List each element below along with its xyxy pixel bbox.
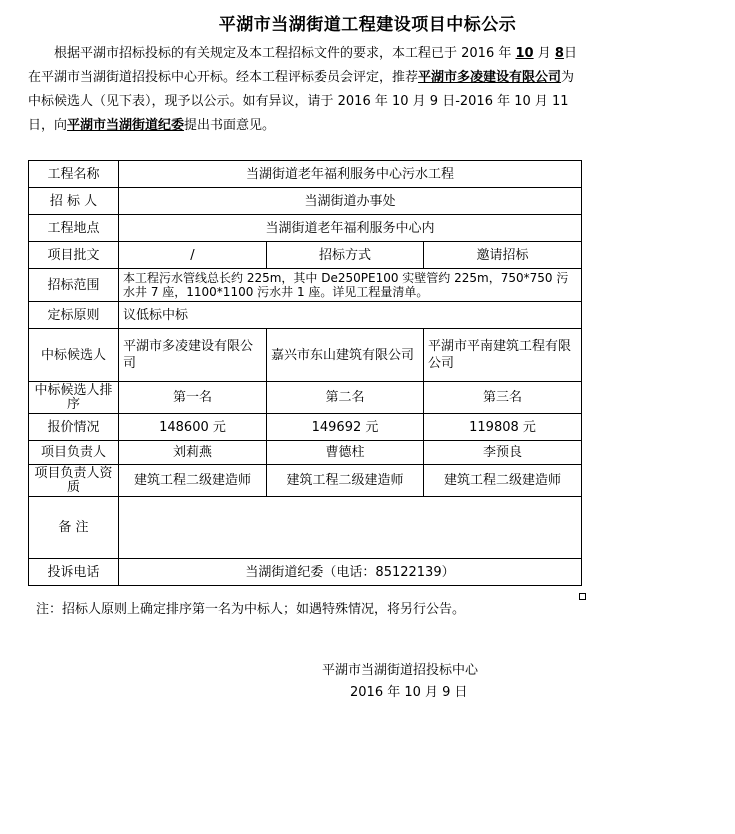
complaint-value: 当湖街道纪委（电话：85122139） — [119, 559, 582, 586]
table-row — [29, 269, 582, 302]
footnote: 注：招标人原则上确定排序第一名为中标人；如遇特殊情况，将另行公告。 — [36, 602, 466, 617]
principle-value: 议低标中标 — [119, 302, 582, 329]
intro-text-1: 根据平湖市招标投标的有关规定及本工程招标文件的要求，本工程已于 2016 年 — [54, 46, 512, 61]
method-label: 招标方式 — [267, 242, 424, 269]
candidate-1-name: 平湖市多凌建设有限公司 — [119, 329, 267, 382]
intro-day: 8 — [554, 46, 564, 61]
intro-month: 10 — [515, 46, 534, 61]
candidate-2-price: 149692 元 — [267, 414, 424, 441]
intro-text-3: 日在平湖市当湖街道招投标中心开标。经本工程评标委员会评定，推荐 — [28, 46, 577, 85]
approval-label: 项目批文 — [29, 242, 119, 269]
candidates-label: 中标候选人 — [29, 329, 119, 382]
intro-text-5: 提出书面意见。 — [184, 118, 276, 133]
table-row — [29, 465, 582, 497]
table-row — [29, 215, 582, 242]
scope-value: 本工程污水管线总长约 225m，其中 De250PE100 实壁管约 225m，750*750 污水井 7 座，1100*1100 污水井 1 座。详见工程量清单。 — [119, 269, 582, 302]
signature-org: 平湖市当湖街道招投标中心 — [322, 663, 479, 678]
project-name-value: 当湖街道老年福利服务中心污水工程 — [119, 161, 582, 188]
candidate-1-manager: 刘莉燕 — [119, 441, 267, 465]
intro-org: 平湖市当湖街道纪委 — [67, 118, 185, 133]
approval-value: / — [119, 242, 267, 269]
table-row — [29, 559, 582, 586]
table-row — [29, 242, 582, 269]
project-name-label: 工程名称 — [29, 161, 119, 188]
signature-block — [322, 660, 478, 704]
intro-text-4: 为中标候选人（见下表），现予以公示。如有异议，请于 2016 年 10 月 9 日-2016 年 10 月 11 日，向 — [28, 70, 575, 133]
candidate-2-name: 嘉兴市东山建筑有限公司 — [267, 329, 424, 382]
remark-label: 备 注 — [29, 497, 119, 559]
page-title: 平湖市当湖街道工程建设项目中标公示 — [218, 15, 517, 35]
candidate-3-qualification: 建筑工程二级建造师 — [424, 465, 582, 497]
candidate-1-price: 148600 元 — [119, 414, 267, 441]
tenderer-label: 招 标 人 — [29, 188, 119, 215]
candidate-2-manager: 曹德柱 — [267, 441, 424, 465]
price-label: 报价情况 — [29, 414, 119, 441]
location-label: 工程地点 — [29, 215, 119, 242]
rank-label: 中标候选人排序 — [29, 382, 119, 414]
table-row — [29, 382, 582, 414]
manager-label: 项目负责人 — [29, 441, 119, 465]
resize-handle[interactable] — [579, 593, 586, 600]
candidate-3-rank: 第三名 — [424, 382, 582, 414]
signature-date: 2016 年 10 月 9 日 — [350, 685, 468, 700]
table-row — [29, 414, 582, 441]
table-row — [29, 188, 582, 215]
candidate-1-rank: 第一名 — [119, 382, 267, 414]
candidate-3-name: 平湖市平南建筑工程有限公司 — [424, 329, 582, 382]
intro-paragraph — [28, 42, 584, 138]
intro-company: 平湖市多凌建设有限公司 — [418, 70, 562, 85]
candidate-3-manager: 李预良 — [424, 441, 582, 465]
table-row — [29, 161, 582, 188]
table-row — [29, 497, 582, 559]
scope-label: 招标范围 — [29, 269, 119, 302]
table-row — [29, 441, 582, 465]
candidate-2-rank: 第二名 — [267, 382, 424, 414]
tenderer-value: 当湖街道办事处 — [119, 188, 582, 215]
complaint-label: 投诉电话 — [29, 559, 119, 586]
location-value: 当湖街道老年福利服务中心内 — [119, 215, 582, 242]
qualification-label: 项目负责人资质 — [29, 465, 119, 497]
candidate-1-qualification: 建筑工程二级建造师 — [119, 465, 267, 497]
remark-value — [119, 497, 582, 559]
method-value: 邀请招标 — [424, 242, 582, 269]
principle-label: 定标原则 — [29, 302, 119, 329]
table-row — [29, 329, 582, 382]
candidate-2-qualification: 建筑工程二级建造师 — [267, 465, 424, 497]
candidate-3-price: 119808 元 — [424, 414, 582, 441]
table-row — [29, 302, 582, 329]
bid-table — [28, 160, 582, 586]
intro-text-2: 月 — [537, 46, 551, 61]
